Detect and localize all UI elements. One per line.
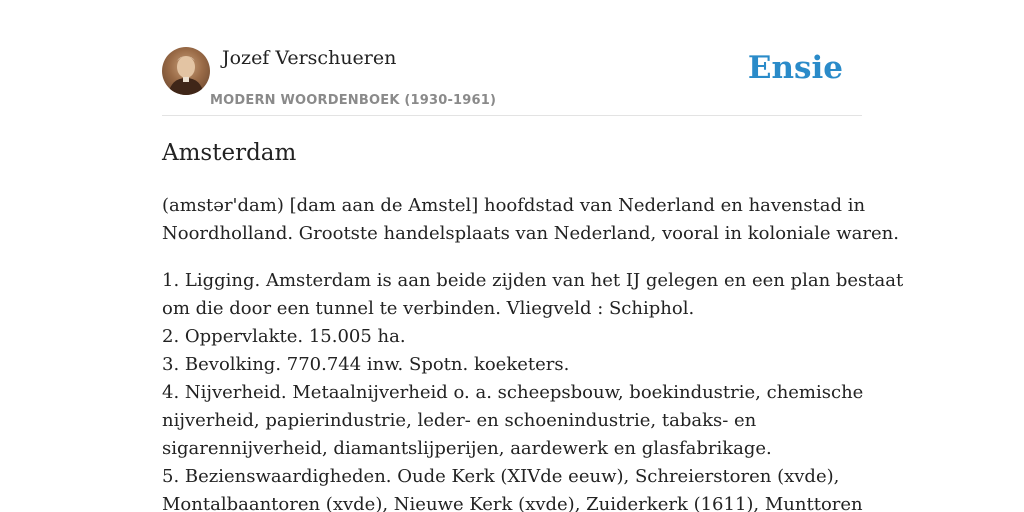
portrait-icon	[162, 47, 210, 95]
brand-logo[interactable]: Ensie	[747, 50, 843, 86]
body-line: sigarennijverheid, diamantslijperijen, aardewerk en glasfabrikage.	[162, 438, 772, 459]
body-line: Montalbaantoren (xvde), Nieuwe Kerk (xvde), Zuiderkerk (1611), Munttoren	[162, 494, 863, 512]
body-line: 5. Bezienswaardigheden. Oude Kerk (XIVde eeuw), Schreierstoren (xvde),	[162, 466, 840, 487]
body-line: nijverheid, papierindustrie, leder- en schoenindustrie, tabaks- en	[162, 410, 757, 431]
page-title: Amsterdam	[162, 140, 297, 166]
source-label[interactable]: MODERN WOORDENBOEK (1930-1961)	[210, 93, 497, 108]
body-line: 3. Bevolking. 770.744 inw. Spotn. koeketers.	[162, 354, 570, 375]
details-paragraph	[162, 267, 904, 512]
intro-line: Noordholland. Grootste handelsplaats van Nederland, vooral in koloniale waren.	[162, 223, 899, 244]
body-line: 1. Ligging. Amsterdam is aan beide zijden van het IJ gelegen en een plan bestaat	[162, 270, 904, 291]
body-line: 4. Nijverheid. Metaalnijverheid o. a. scheepsbouw, boekindustrie, chemische	[162, 382, 864, 403]
header	[162, 45, 862, 116]
body-line: 2. Oppervlakte. 15.005 ha.	[162, 326, 406, 347]
intro-paragraph	[162, 192, 899, 248]
intro-line: (amstər'dam) [dam aan de Amstel] hoofdstad van Nederland en havenstad in	[162, 195, 866, 216]
author-name[interactable]: Jozef Verschueren	[222, 47, 397, 69]
author-avatar[interactable]	[162, 47, 210, 95]
body-line: om die door een tunnel te verbinden. Vliegveld : Schiphol.	[162, 298, 695, 319]
article-body	[162, 192, 904, 512]
